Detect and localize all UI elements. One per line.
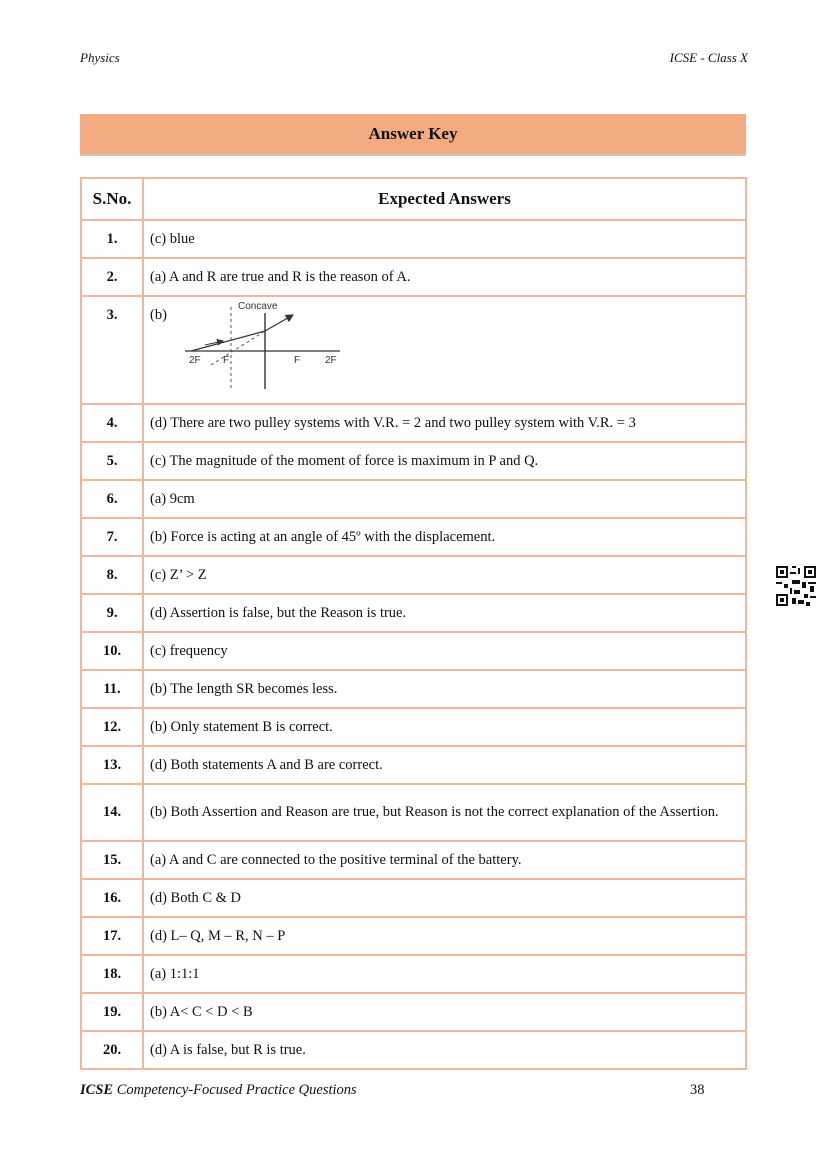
footer-title bbox=[80, 1082, 357, 1099]
row-answer: (c) frequency bbox=[143, 632, 746, 670]
row-number: 11. bbox=[81, 670, 143, 708]
row-number: 5. bbox=[81, 442, 143, 480]
row-number: 12. bbox=[81, 708, 143, 746]
row-number: 9. bbox=[81, 594, 143, 632]
row-answer: (d) Both statements A and B are correct. bbox=[143, 746, 746, 784]
row-answer: (b) Only statement B is correct. bbox=[143, 708, 746, 746]
table-row bbox=[81, 784, 746, 841]
row-answer: (d) There are two pulley systems with V.R. = 2 and two pulley system with V.R. = 3 bbox=[143, 404, 746, 442]
row-answer: (a) A and C are connected to the positive terminal of the battery. bbox=[143, 841, 746, 879]
row-answer: (d) Assertion is false, but the Reason is true. bbox=[143, 594, 746, 632]
table-row bbox=[81, 841, 746, 879]
row-answer: (c) The magnitude of the moment of force is maximum in P and Q. bbox=[143, 442, 746, 480]
table-row bbox=[81, 296, 746, 404]
table-row bbox=[81, 879, 746, 917]
row-number: 20. bbox=[81, 1031, 143, 1069]
header-course: ICSE - Class X bbox=[669, 50, 748, 65]
row-number: 2. bbox=[81, 258, 143, 296]
row-answer: (a) 1:1:1 bbox=[143, 955, 746, 993]
table-row bbox=[81, 404, 746, 442]
footer-brand: ICSE bbox=[80, 1082, 114, 1098]
row-number: 1. bbox=[81, 220, 143, 258]
row-answer: (b) bbox=[150, 307, 167, 323]
qr-code-icon[interactable] bbox=[776, 566, 816, 606]
row-number: 13. bbox=[81, 746, 143, 784]
table-row bbox=[81, 1031, 746, 1069]
row-number: 4. bbox=[81, 404, 143, 442]
lens-label: Concave bbox=[237, 301, 278, 312]
column-header-sno: S.No. bbox=[81, 178, 143, 220]
row-number: 15. bbox=[81, 841, 143, 879]
table-row bbox=[81, 518, 746, 556]
concave-lens-ray-diagram bbox=[175, 299, 345, 391]
row-number: 18. bbox=[81, 955, 143, 993]
footer-title-rest: Competency-Focused Practice Questions bbox=[113, 1082, 357, 1098]
page-number: 38 bbox=[690, 1082, 705, 1098]
row-answer: (d) A is false, but R is true. bbox=[143, 1031, 746, 1069]
table-row bbox=[81, 258, 746, 296]
row-answer: (c) blue bbox=[143, 220, 746, 258]
answer-key-table bbox=[80, 177, 747, 1070]
row-number: 10. bbox=[81, 632, 143, 670]
row-number: 14. bbox=[81, 784, 143, 841]
row-answer: (c) Z’ > Z bbox=[143, 556, 746, 594]
table-row bbox=[81, 955, 746, 993]
table-row bbox=[81, 480, 746, 518]
table-row bbox=[81, 594, 746, 632]
axis-label: F bbox=[293, 355, 301, 366]
axis-label: 2F bbox=[324, 355, 337, 366]
extended-ray bbox=[211, 331, 265, 365]
row-answer: (b) Both Assertion and Reason are true, but Reason is not the correct explanation of the Assertion. bbox=[143, 784, 746, 841]
answer-key-banner: Answer Key bbox=[80, 114, 746, 156]
row-answer: (a) 9cm bbox=[143, 480, 746, 518]
axis-label: 2F bbox=[188, 355, 201, 366]
table-row bbox=[81, 746, 746, 784]
row-number: 8. bbox=[81, 556, 143, 594]
row-answer: (b) Force is acting at an angle of 45º with the displacement. bbox=[143, 518, 746, 556]
row-answer: (b) The length SR becomes less. bbox=[143, 670, 746, 708]
table-row bbox=[81, 917, 746, 955]
row-number: 19. bbox=[81, 993, 143, 1031]
incident-ray bbox=[191, 331, 265, 351]
table-row bbox=[81, 556, 746, 594]
table-row bbox=[81, 993, 746, 1031]
table-row bbox=[81, 220, 746, 258]
table-header-row bbox=[81, 178, 746, 220]
row-answer: (d) Both C & D bbox=[143, 879, 746, 917]
row-answer-with-diagram bbox=[143, 296, 746, 404]
row-answer: (a) A and R are true and R is the reason of A. bbox=[143, 258, 746, 296]
table-row bbox=[81, 670, 746, 708]
column-header-answers: Expected Answers bbox=[143, 178, 746, 220]
refracted-ray bbox=[265, 315, 293, 331]
row-answer: (b) A< C < D < B bbox=[143, 993, 746, 1031]
axis-label: F bbox=[222, 355, 230, 366]
row-number: 16. bbox=[81, 879, 143, 917]
row-answer: (d) L– Q, M – R, N – P bbox=[143, 917, 746, 955]
table-row bbox=[81, 708, 746, 746]
row-number: 3. bbox=[81, 296, 143, 404]
table-row bbox=[81, 442, 746, 480]
table-row bbox=[81, 632, 746, 670]
row-number: 6. bbox=[81, 480, 143, 518]
header-subject: Physics bbox=[80, 50, 120, 65]
row-number: 17. bbox=[81, 917, 143, 955]
row-number: 7. bbox=[81, 518, 143, 556]
